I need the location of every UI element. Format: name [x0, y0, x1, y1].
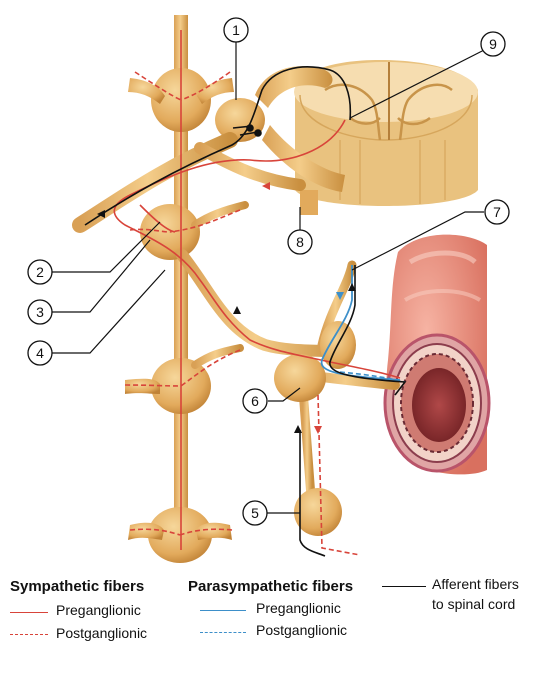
legend-sympathetic-title: Sympathetic fibers [10, 578, 145, 595]
legend-para-post-line [200, 632, 246, 633]
callout-9: 9 [489, 36, 497, 52]
callout-6: 6 [251, 393, 259, 409]
callout-2: 2 [36, 264, 44, 280]
callout-8: 8 [296, 234, 304, 250]
callout-4: 4 [36, 345, 44, 361]
legend-symp-post-line [10, 634, 48, 635]
legend-parasympathetic-title: Parasympathetic fibers [188, 578, 354, 595]
legend [0, 574, 547, 674]
legend-symp-pre-line [10, 612, 48, 613]
callout-5: 5 [251, 505, 259, 521]
legend-afferent-line2: to spinal cord [432, 596, 516, 612]
callout-1: 1 [232, 22, 240, 38]
legend-symp-pre-label: Preganglionic [56, 602, 141, 618]
legend-para-pre-label: Preganglionic [256, 600, 341, 616]
legend-symp-post-label: Postganglionic [56, 625, 148, 641]
legend-para-pre-line [200, 610, 246, 611]
callout-7: 7 [493, 204, 501, 220]
callout-3: 3 [36, 304, 44, 320]
intestine [385, 235, 489, 475]
legend-afferent-line [382, 586, 426, 587]
legend-afferent-line1: Afferent fibers [432, 576, 519, 592]
legend-para-post-label: Postganglionic [256, 622, 348, 638]
